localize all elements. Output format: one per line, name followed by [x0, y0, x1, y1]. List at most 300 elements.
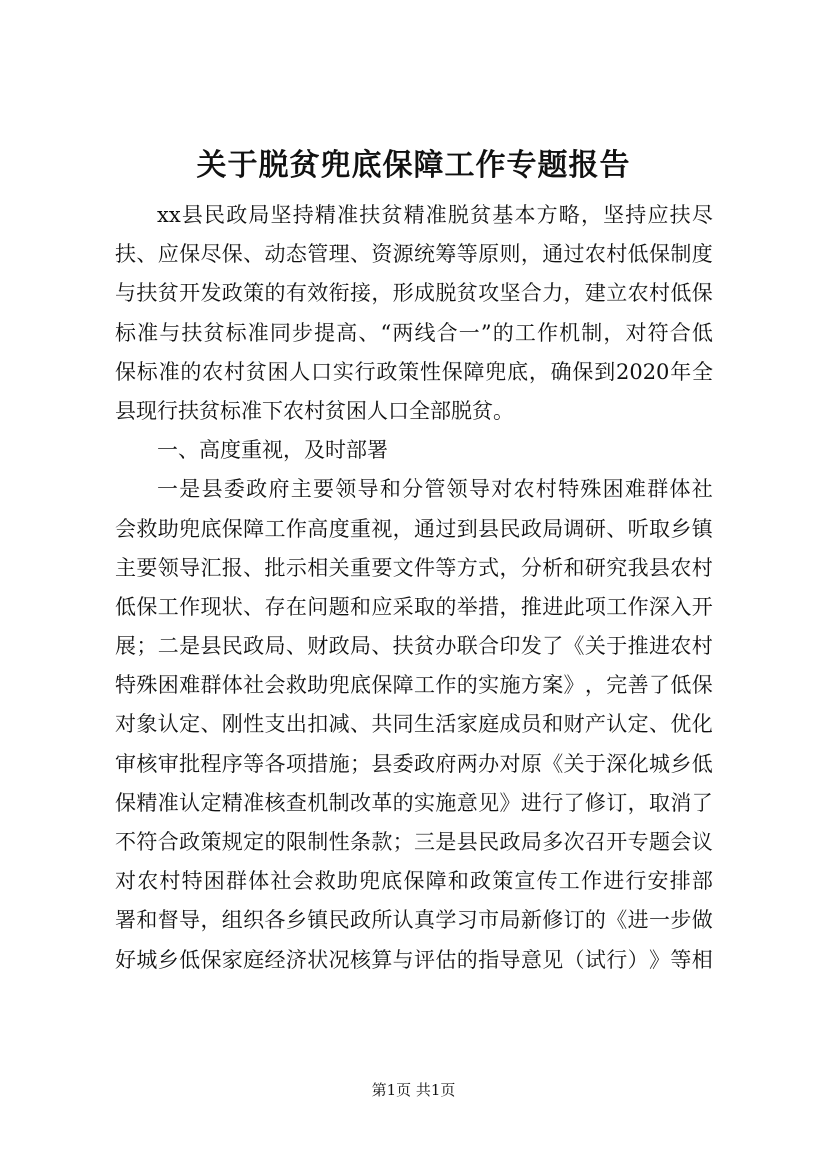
- text-glyph: 了: [542, 634, 564, 659]
- text-glyph: 订: [606, 790, 628, 815]
- text-glyph: 发: [520, 634, 542, 659]
- text-glyph: 村: [159, 869, 181, 894]
- page-footer: 第1页 共1页: [371, 1081, 456, 1099]
- text-glyph: 农: [513, 477, 535, 502]
- text-glyph: 低: [115, 594, 136, 619]
- text-glyph: 认: [157, 712, 179, 737]
- text-glyph: 制: [328, 790, 350, 815]
- text-glyph: 方: [520, 673, 542, 698]
- text-glyph: 政: [499, 830, 521, 854]
- text-glyph: 象: [136, 712, 158, 737]
- text-glyph: 行: [625, 869, 647, 894]
- text-glyph: 消: [670, 790, 692, 815]
- text-glyph: 准: [243, 790, 265, 815]
- text-glyph: 策: [243, 281, 265, 306]
- text-glyph: 则: [499, 242, 521, 267]
- text-glyph: 态: [285, 242, 307, 267]
- text-glyph: 一: [157, 477, 178, 502]
- text-glyph: 保: [572, 359, 594, 384]
- text-glyph: 原: [478, 242, 500, 267]
- text-glyph: 措: [478, 594, 500, 619]
- text-glyph: 局: [264, 634, 286, 659]
- text-glyph: 是: [435, 830, 457, 854]
- text-glyph: 过: [563, 242, 585, 267]
- text-glyph: 政: [349, 908, 371, 933]
- text-glyph: 报: [221, 555, 243, 580]
- text-glyph: 民: [478, 830, 500, 854]
- text-glyph: 要: [371, 555, 393, 580]
- text-glyph: 局: [520, 830, 542, 854]
- text-glyph: 认: [392, 908, 414, 933]
- text-glyph: 略: [558, 203, 580, 227]
- text-glyph: 扶: [181, 320, 203, 345]
- text-glyph: 持: [292, 203, 314, 227]
- text-glyph: 体: [221, 673, 243, 698]
- text-glyph: 关: [584, 634, 606, 659]
- text-glyph: 低: [627, 242, 649, 267]
- text-glyph: 扣: [307, 712, 329, 737]
- text-glyph: 准: [337, 203, 359, 227]
- text-glyph: 财: [307, 634, 329, 659]
- text-glyph: 现: [136, 398, 157, 423]
- text-glyph: 了: [563, 790, 585, 815]
- text-glyph: 准: [247, 320, 269, 345]
- text-glyph: 、: [243, 242, 265, 267]
- text-glyph: 工: [558, 869, 580, 894]
- text-glyph: 局: [349, 634, 371, 659]
- text-glyph: 制: [581, 320, 603, 345]
- text-glyph: 联: [456, 634, 478, 659]
- text-glyph: 的: [456, 673, 478, 698]
- text-glyph: 特: [558, 477, 580, 502]
- text-glyph: 会: [292, 869, 314, 894]
- text-glyph: 村: [691, 634, 713, 659]
- text-glyph: 三: [414, 830, 436, 854]
- text-glyph: 活: [435, 712, 457, 737]
- text-glyph: 底: [507, 359, 529, 384]
- text-glyph: 程: [200, 751, 222, 776]
- text-glyph: 查: [285, 790, 307, 815]
- text-glyph: 、: [648, 712, 670, 737]
- text-glyph: 员: [520, 712, 542, 737]
- text-glyph: 经: [264, 947, 286, 972]
- text-glyph: 合: [157, 830, 179, 854]
- text-glyph: 资: [371, 242, 393, 267]
- text-glyph: 批: [264, 555, 286, 580]
- text-glyph: 听: [627, 516, 649, 541]
- text-glyph: 两: [392, 320, 414, 345]
- text-glyph: 批: [179, 751, 201, 776]
- text-glyph: 庭: [478, 712, 500, 737]
- text-glyph: 会: [264, 673, 286, 698]
- text-glyph: 开: [606, 830, 628, 854]
- text-glyph: 贫: [472, 398, 493, 423]
- section-heading: 一、高度重视，及时部署: [157, 438, 388, 463]
- text-glyph: 多: [542, 830, 564, 854]
- text-glyph: 贫: [470, 203, 492, 227]
- text-glyph: 低: [691, 751, 713, 776]
- text-glyph: 修: [584, 790, 606, 815]
- text-glyph: 《: [606, 908, 628, 933]
- text-glyph: 保: [441, 359, 463, 384]
- text-line: [115, 901, 713, 940]
- text-glyph: 同: [392, 712, 414, 737]
- text-line: [115, 353, 713, 392]
- text-glyph: 修: [542, 908, 564, 933]
- text-glyph: 县: [371, 751, 393, 776]
- text-glyph: 委: [223, 477, 245, 502]
- text-glyph: 策: [200, 830, 222, 854]
- text-glyph: 作: [580, 869, 602, 894]
- text-glyph: 会: [115, 516, 136, 541]
- text-glyph: 刚: [221, 712, 243, 737]
- text-glyph: 高: [307, 516, 329, 541]
- text-glyph: 准: [137, 320, 159, 345]
- text-glyph: 村: [304, 398, 325, 423]
- text-glyph: 重: [349, 555, 371, 580]
- text-glyph: 取: [648, 516, 670, 541]
- text-glyph: 下: [262, 398, 283, 423]
- text-glyph: 保: [221, 516, 243, 541]
- text-glyph: 》: [499, 790, 521, 815]
- text-glyph: 对: [115, 712, 136, 737]
- text-glyph: 两: [456, 751, 478, 776]
- text-glyph: 对: [499, 751, 521, 776]
- text-glyph: 、: [349, 242, 371, 267]
- text-glyph: 管: [307, 242, 329, 267]
- text-glyph: 保: [691, 281, 713, 306]
- text-glyph: 试: [584, 947, 606, 972]
- text-glyph: 导: [468, 477, 490, 502]
- text-glyph: 意: [520, 947, 542, 972]
- text-glyph: 导: [357, 477, 379, 502]
- text-glyph: 领: [335, 477, 357, 502]
- text-glyph: 做: [691, 908, 713, 933]
- text-glyph: 等: [435, 555, 457, 580]
- text-glyph: 核: [136, 751, 158, 776]
- text-glyph: 。: [493, 398, 514, 423]
- text-glyph: 算: [371, 947, 393, 972]
- text-glyph: 合: [478, 634, 500, 659]
- text-glyph: 口: [388, 398, 409, 423]
- text-glyph: ；: [136, 634, 158, 659]
- text-glyph: 群: [225, 869, 247, 894]
- text-glyph: 安: [647, 869, 669, 894]
- text-glyph: 推: [520, 594, 542, 619]
- text-glyph: 贫: [456, 281, 478, 306]
- text-glyph: 难: [179, 673, 201, 698]
- text-glyph: 政: [246, 477, 268, 502]
- text-glyph: 保: [648, 242, 670, 267]
- text-glyph: ；: [392, 830, 414, 854]
- text-glyph: 障: [243, 516, 265, 541]
- text-glyph: 农: [137, 869, 159, 894]
- text-glyph: 困: [203, 869, 225, 894]
- text-glyph: 确: [550, 359, 572, 384]
- text-glyph: 等: [456, 242, 478, 267]
- text-glyph: 特: [115, 673, 136, 698]
- text-glyph: 项: [285, 751, 307, 776]
- text-glyph: 要: [136, 555, 158, 580]
- text-glyph: 效: [307, 281, 329, 306]
- text-glyph: 到: [594, 359, 616, 384]
- text-line: [115, 705, 713, 744]
- text-glyph: 攻: [478, 281, 500, 306]
- text-glyph: 进: [627, 908, 649, 933]
- text-glyph: 民: [328, 908, 350, 933]
- text-glyph: 机: [307, 790, 329, 815]
- text-glyph: 序: [221, 751, 243, 776]
- text-glyph: 和: [542, 712, 564, 737]
- text-glyph: 、: [371, 634, 393, 659]
- text-glyph: 评: [414, 947, 436, 972]
- text-glyph: 镇: [691, 516, 713, 541]
- text-glyph: 乡: [285, 908, 307, 933]
- text-glyph: 政: [414, 751, 436, 776]
- text-glyph: 政: [226, 203, 248, 227]
- text-glyph: 款: [371, 830, 393, 854]
- text-glyph: 的: [264, 281, 286, 306]
- text-glyph: 主: [115, 555, 136, 580]
- text-glyph: 农: [202, 359, 224, 384]
- text-glyph: ，: [371, 281, 393, 306]
- text-glyph: 一: [458, 320, 480, 345]
- text-glyph: 农: [283, 398, 304, 423]
- text-line: [115, 314, 713, 353]
- text-glyph: 实: [414, 790, 436, 815]
- text-glyph: 县: [200, 634, 222, 659]
- text-glyph: 村: [606, 242, 628, 267]
- text-glyph: 取: [648, 790, 670, 815]
- text-glyph: 关: [328, 555, 350, 580]
- text-glyph: 研: [584, 555, 606, 580]
- text-glyph: 新: [520, 908, 542, 933]
- text-glyph: 合: [520, 281, 542, 306]
- text-glyph: 于: [584, 751, 606, 776]
- text-glyph: ，: [580, 203, 602, 227]
- text-glyph: 扶: [669, 203, 691, 227]
- text-glyph: 核: [349, 947, 371, 972]
- text-glyph: 与: [392, 947, 414, 972]
- text-glyph: 各: [264, 751, 286, 776]
- text-glyph: 策: [398, 359, 420, 384]
- text-glyph: 体: [669, 477, 691, 502]
- text-glyph: 村: [535, 477, 557, 502]
- text-glyph: 施: [435, 790, 457, 815]
- text-glyph: 习: [456, 908, 478, 933]
- text-glyph: 社: [691, 477, 713, 502]
- text-glyph: 乡: [670, 516, 692, 541]
- text-glyph: 定: [200, 790, 222, 815]
- document-body: [115, 196, 713, 980]
- text-glyph: xx: [157, 203, 181, 227]
- text-glyph: 精: [221, 790, 243, 815]
- text-glyph: 、: [136, 242, 158, 267]
- text-glyph: 脱: [447, 203, 469, 227]
- text-glyph: 《: [542, 751, 564, 776]
- text-glyph: 贫: [325, 398, 346, 423]
- text-glyph: 要: [312, 477, 334, 502]
- text-glyph: 现: [200, 594, 222, 619]
- text-glyph: 持: [625, 203, 647, 227]
- text-glyph: 导: [179, 908, 201, 933]
- text-line: [115, 235, 713, 274]
- text-glyph: 通: [542, 242, 564, 267]
- text-glyph: 的: [492, 320, 514, 345]
- text-glyph: 村: [691, 555, 713, 580]
- text-glyph: 所: [371, 908, 393, 933]
- text-glyph: ，: [520, 242, 542, 267]
- text-glyph: 农: [627, 281, 649, 306]
- text-glyph: 进: [520, 790, 542, 815]
- text-glyph: 作: [285, 516, 307, 541]
- text-glyph: 和: [136, 908, 158, 933]
- text-glyph: 农: [670, 555, 692, 580]
- text-glyph: 、: [243, 594, 265, 619]
- text-glyph: 贫: [203, 320, 225, 345]
- text-glyph: 障: [463, 359, 485, 384]
- text-glyph: 县: [478, 516, 500, 541]
- text-glyph: 衔: [328, 281, 350, 306]
- text-glyph: 度: [691, 242, 713, 267]
- text-glyph: 原: [520, 751, 542, 776]
- text-glyph: 部: [691, 869, 713, 894]
- text-glyph: 对: [115, 869, 136, 894]
- text-line: [115, 666, 713, 705]
- text-glyph: 保: [371, 673, 393, 698]
- text-glyph: 相: [307, 555, 329, 580]
- text-glyph: 群: [647, 477, 669, 502]
- text-glyph: 财: [563, 712, 585, 737]
- text-glyph: 精: [403, 203, 425, 227]
- text-glyph: 式: [478, 555, 500, 580]
- text-glyph: 善: [627, 673, 649, 698]
- text-glyph: 保: [403, 869, 425, 894]
- text-glyph: 兜: [328, 673, 350, 698]
- text-glyph: 县: [115, 398, 136, 423]
- text-glyph: 好: [115, 947, 136, 972]
- text-glyph: 委: [392, 751, 414, 776]
- text-glyph: 特: [181, 869, 203, 894]
- text-glyph: 行: [606, 947, 628, 972]
- text-glyph: 、: [285, 634, 307, 659]
- text-glyph: 减: [328, 712, 350, 737]
- text-glyph: 精: [314, 203, 336, 227]
- text-glyph: 工: [606, 594, 628, 619]
- text-glyph: 障: [425, 869, 447, 894]
- text-glyph: 深: [606, 751, 628, 776]
- text-glyph: 作: [435, 673, 457, 698]
- text-glyph: 实: [478, 673, 500, 698]
- text-glyph: 精: [136, 790, 158, 815]
- text-glyph: 意: [456, 790, 478, 815]
- text-glyph: 殊: [580, 477, 602, 502]
- text-glyph: 在: [285, 594, 307, 619]
- text-glyph: 本: [514, 203, 536, 227]
- text-glyph: 存: [264, 594, 286, 619]
- text-glyph: 限: [285, 830, 307, 854]
- text-glyph: 扶: [392, 634, 414, 659]
- text-line: [115, 470, 713, 509]
- text-glyph: 济: [285, 947, 307, 972]
- text-glyph: 次: [563, 830, 585, 854]
- text-glyph: 难: [624, 477, 646, 502]
- text-glyph: 政: [328, 634, 350, 659]
- text-glyph: 宣: [514, 869, 536, 894]
- text-glyph: 定: [243, 830, 265, 854]
- text-glyph: 过: [435, 516, 457, 541]
- text-glyph: 核: [264, 790, 286, 815]
- text-line: [115, 196, 713, 235]
- text-glyph: 领: [446, 477, 468, 502]
- text-glyph: 脱: [435, 281, 457, 306]
- text-glyph: 全: [691, 359, 713, 384]
- text-glyph: 不: [115, 830, 136, 854]
- text-line: [115, 588, 713, 627]
- text-glyph: 进: [542, 594, 564, 619]
- text-glyph: 方: [456, 555, 478, 580]
- text-glyph: 和: [379, 477, 401, 502]
- text-glyph: 市: [478, 908, 500, 933]
- text-glyph: 合: [436, 320, 458, 345]
- text-glyph: ，: [603, 320, 625, 345]
- text-glyph: 施: [499, 673, 521, 698]
- text-glyph: 项: [584, 594, 606, 619]
- text-glyph: 议: [691, 830, 713, 854]
- text-glyph: 贫: [157, 281, 179, 306]
- text-glyph: 行: [354, 359, 376, 384]
- text-line: [115, 274, 713, 313]
- text-glyph: 政: [243, 634, 265, 659]
- text-glyph: 政: [470, 869, 491, 894]
- text-glyph: 府: [435, 751, 457, 776]
- text-glyph: ）: [627, 947, 649, 972]
- text-glyph: ，: [392, 516, 414, 541]
- text-glyph: 尽: [200, 242, 222, 267]
- text-glyph: 困: [346, 398, 367, 423]
- text-glyph: 作: [627, 594, 649, 619]
- text-glyph: 视: [371, 516, 393, 541]
- text-glyph: 扶: [359, 203, 381, 227]
- text-glyph: 理: [328, 242, 350, 267]
- text-glyph: 署: [115, 908, 136, 933]
- text-glyph: 通: [414, 516, 436, 541]
- text-glyph: 导: [179, 555, 201, 580]
- text-glyph: 、: [243, 555, 265, 580]
- text-glyph: 救: [136, 516, 158, 541]
- text-glyph: 的: [264, 830, 286, 854]
- text-glyph: 乡: [157, 947, 179, 972]
- text-glyph: 社: [270, 869, 292, 894]
- text-glyph: 社: [243, 673, 265, 698]
- text-glyph: 农: [670, 634, 692, 659]
- text-glyph: ，: [499, 594, 521, 619]
- text-glyph: 认: [179, 790, 201, 815]
- text-glyph: 家: [221, 947, 243, 972]
- text-glyph: 案: [542, 673, 564, 698]
- text-glyph: 印: [499, 634, 521, 659]
- text-glyph: 合: [669, 320, 691, 345]
- text-glyph: 取: [414, 594, 436, 619]
- text-glyph: 性: [328, 830, 350, 854]
- text-glyph: 重: [349, 516, 371, 541]
- text-glyph: 困: [602, 477, 624, 502]
- text-glyph: 人: [289, 359, 311, 384]
- text-glyph: 农: [584, 242, 606, 267]
- text-glyph: 局: [499, 908, 521, 933]
- text-glyph: 出: [285, 712, 307, 737]
- text-glyph: 扶: [178, 398, 199, 423]
